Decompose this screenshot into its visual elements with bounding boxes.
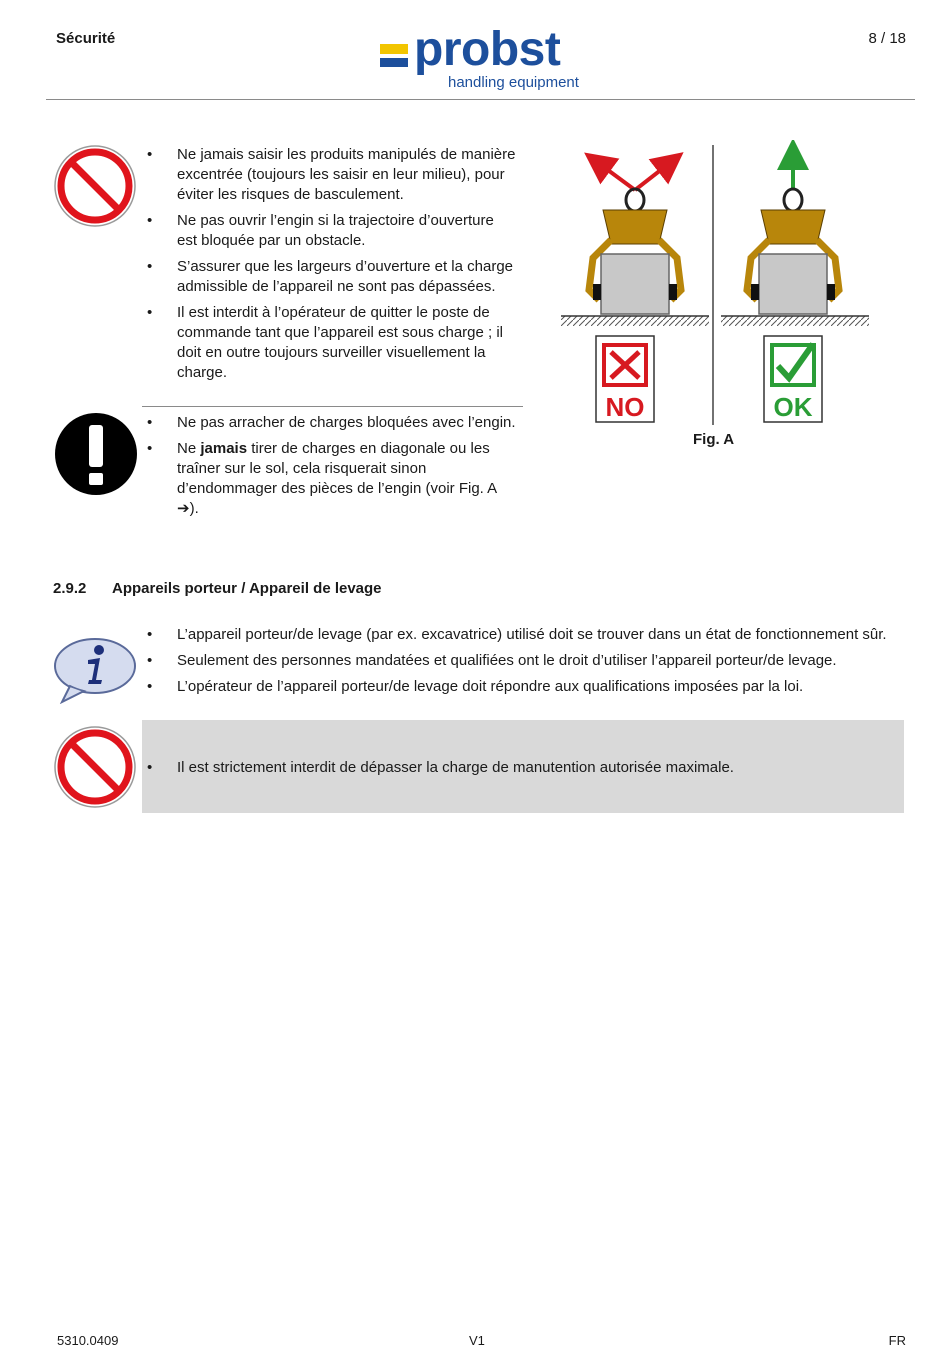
emphasis-text: jamais xyxy=(200,440,248,457)
exclamation-warning-icon xyxy=(54,412,138,496)
document-number: 5310.0409 xyxy=(57,1333,119,1348)
list-item: • Il est interdit à l’opérateur de quitter le poste de commande tant que l’appareil est sous charge ; il doit en outre toujours surveiller visuellement la charge. xyxy=(142,303,517,383)
section-title: Appareils porteur / Appareil de levage xyxy=(112,580,382,597)
info-list xyxy=(142,625,902,703)
list-item: • Il est strictement interdit de dépasser la charge de manutention autorisée maximale. xyxy=(142,758,902,778)
safety-rules-list xyxy=(142,145,517,389)
no-label: NO xyxy=(605,392,645,422)
header-divider xyxy=(46,99,915,100)
diagonal-pull-scene xyxy=(561,162,709,326)
list-item: • S’assurer que les largeurs d’ouverture et la charge admissible de l’appareil ne sont pas dépassées. xyxy=(142,257,517,297)
warning-rules-list xyxy=(142,413,517,525)
section-divider xyxy=(142,406,523,407)
list-item: • Seulement des personnes mandatées et qualifiées ont le droit d’utiliser l’appareil porteur/de levage. xyxy=(142,651,902,671)
list-item: • L’appareil porteur/de levage (par ex. excavatrice) utilisé doit se trouver dans un état de fonctionnement sûr. xyxy=(142,625,902,645)
prohibition-list xyxy=(142,758,902,784)
list-item: • Ne jamais saisir les produits manipulés de manière excentrée (toujours les saisir en leur milieu), pour éviter les risques de basculement. xyxy=(142,145,517,205)
version-label: V1 xyxy=(469,1333,485,1348)
logo-tagline: handling equipment xyxy=(448,74,579,91)
probst-logo xyxy=(378,23,593,94)
ok-label: OK xyxy=(773,392,813,422)
figure-caption: Fig. A xyxy=(693,431,735,448)
info-icon xyxy=(52,636,138,704)
no-sign xyxy=(596,336,654,422)
ok-sign xyxy=(764,336,822,422)
logo-yellow-bar xyxy=(380,44,408,54)
header-section-title: Sécurité xyxy=(56,30,116,47)
section-number: 2.9.2 xyxy=(53,580,87,597)
language-code: FR xyxy=(888,1333,906,1348)
page-number: 8 / 18 xyxy=(868,30,906,47)
logo-blue-bar xyxy=(380,58,408,67)
list-item: • Ne pas arracher de charges bloquées avec l’engin. xyxy=(142,413,517,433)
list-item: • L’opérateur de l’appareil porteur/de levage doit répondre aux qualifications imposées par la loi. xyxy=(142,677,902,697)
prohibition-icon xyxy=(53,725,137,809)
list-item: • Ne jamais tirer de charges en diagonale ou les traîner sur le sol, cela risquerait sinon d’endommager des pièces de l’engin (voir Fig. A ➔). xyxy=(142,439,517,519)
vertical-lift-scene xyxy=(721,154,869,326)
list-item: • Ne pas ouvrir l’engin si la trajectoire d’ouverture est bloquée par un obstacle. xyxy=(142,211,517,251)
logo-wordmark: probst xyxy=(414,23,561,76)
prohibition-icon xyxy=(53,144,137,228)
figure-a-illustration xyxy=(555,140,875,430)
